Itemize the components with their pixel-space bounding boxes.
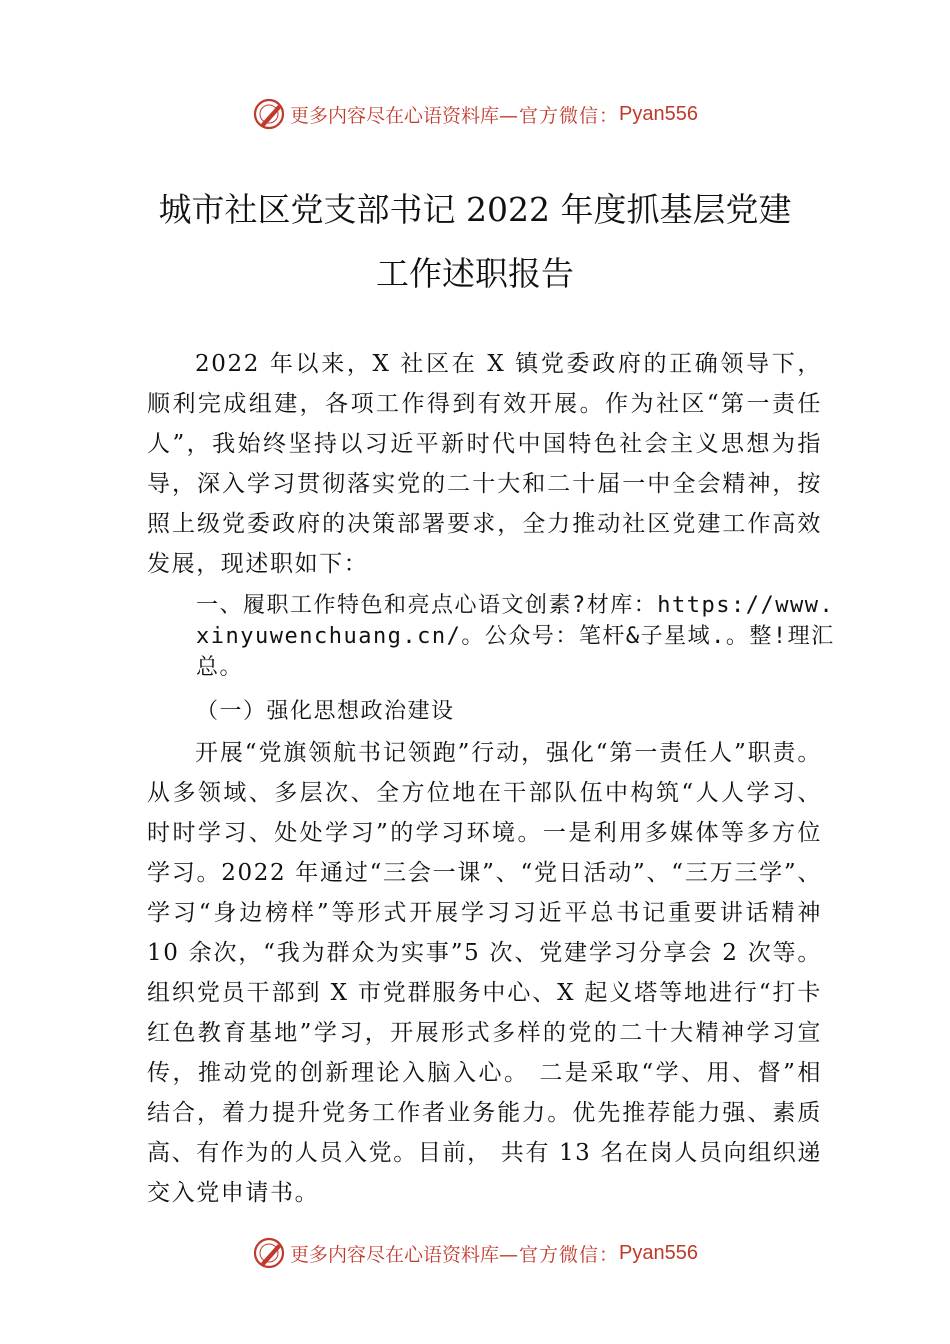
section-heading-1: 一、履职工作特色和亮点心语文创素?材库：https://www.xinyuwenchuang.cn/。公众号：笔杆&子星域.。整!理汇总。 (196, 593, 835, 680)
body-paragraph: 开展“党旗领航书记领跑”行动，强化“第一责任人”职责。从多领域、多层次、全方位地在干部队伍中构筑“人人学习、时时学习、处处学习”的学习环境。一是利用多媒体等多方位学习。2022 年通过“三会一课”、“党日活动”、“三万三学”、学习“身边榜样”等形式开展学习习近平总书记重要讲话精神 10 余次，“我为群众为实事”5 次、党建学习分享会 2 次等。组织党员干部到 X 市党群服务中心、X 起义塔等地进行“打卡红色教育基地”学习，开展形式多样的党的二十大精神学习宣传，推动党的创新理论入脑入心。 二是采取“学、用、督”相结合，着力提升党务工作者业务能力。优先推荐能力强、素质高、有作为的人员入党。目前， 共有 13 名在岗人员向组织递交入党申请书。 (147, 740, 822, 1206)
header-banner (0, 94, 950, 134)
footer-banner (0, 1233, 950, 1273)
banner-main-text: 更多内容尽在心语资料库 (290, 104, 500, 127)
banner-wechat-id: Pyan556 (619, 102, 698, 125)
banner-sub-text: —官方微信： (499, 1243, 620, 1266)
intro-paragraph: 2022 年以来，X 社区在 X 镇党委政府的正确领导下，顺利完成组建，各项工作得到有效开展。作为社区“第一责任人”，我始终坚持以习近平新时代中国特色社会主义思想为指导，深入学习贯彻落实党的二十大和二十届一中全会精神，按照上级党委政府的决策部署要求，全力推动社区党建工作高效发展，现述职如下： (147, 351, 822, 577)
banner-main-text: 更多内容尽在心语资料库 (290, 1243, 500, 1266)
subsection-heading-1: （一）强化思想政治建设 (196, 699, 455, 724)
banner-sub-text: —官方微信： (499, 104, 620, 127)
pen-seal-icon (252, 1236, 286, 1270)
banner-wechat-id: Pyan556 (619, 1241, 698, 1264)
document-title-line2: 工作述职报告 (376, 254, 574, 293)
pen-seal-icon (252, 97, 286, 131)
document-title-line1: 城市社区党支部书记 2022 年度抓基层党建 (158, 190, 792, 229)
